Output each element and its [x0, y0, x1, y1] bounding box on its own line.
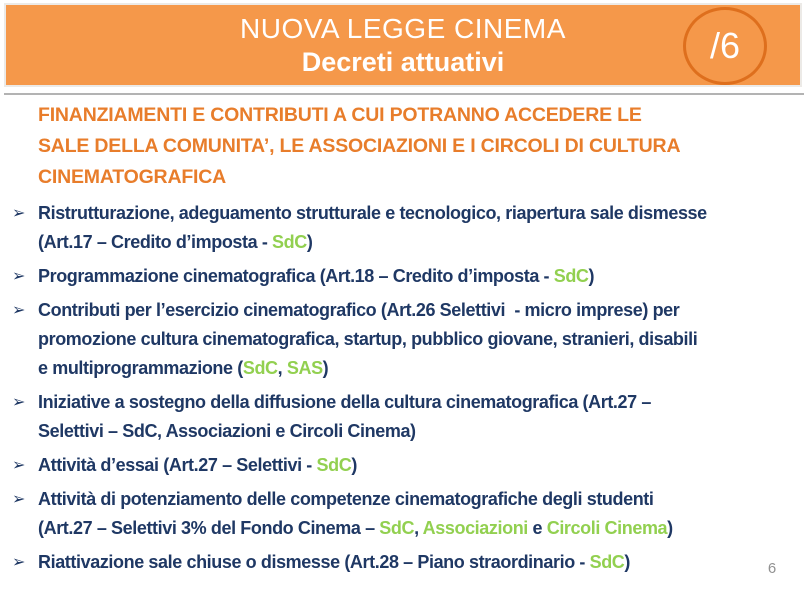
list-item: [12, 451, 804, 480]
bullet-list: [12, 199, 804, 582]
highlight-term: Associazioni: [422, 518, 528, 538]
list-item: [12, 548, 804, 577]
highlight-term: SdC: [553, 266, 589, 286]
bullet-arrow-icon: ➢: [12, 205, 26, 222]
highlight-term: SdC: [379, 518, 415, 538]
bullet-arrow-icon: ➢: [12, 491, 26, 508]
list-item: [12, 485, 804, 543]
list-item: [12, 262, 804, 291]
bullet-text: Programmazione cinematografica (Art.18 – Credito d’imposta - SdC): [38, 266, 595, 286]
slide-heading: [38, 100, 798, 193]
highlight-term: SdC: [272, 232, 307, 252]
bullet-arrow-icon: ➢: [12, 457, 26, 474]
slide-number-badge-label: /6: [709, 25, 741, 66]
list-item: [12, 296, 804, 383]
list-item: [12, 388, 804, 446]
bullet-text: Contributi per l’esercizio cinematografico (Art.26 Selettivi - micro imprese) per promozione cultura cinematografica, startup, pubblico giovane, stranieri, disabili e multiprogrammazione (SdC, SAS): [38, 300, 698, 378]
header-subtitle: Decreti attuativi: [301, 47, 505, 77]
highlight-term: SdC: [242, 358, 278, 378]
header-shadow-line: [4, 93, 804, 95]
bullet-text: Attività d’essai (Art.27 – Selettivi - SdC): [38, 455, 357, 475]
bullet-arrow-icon: ➢: [12, 554, 26, 571]
bullet-text: Ristrutturazione, adeguamento strutturale e tecnologico, riapertura sale dismesse (Art.17 – Credito d’imposta - SdC): [38, 203, 707, 252]
bullet-arrow-icon: ➢: [12, 268, 26, 285]
heading-line: SALE DELLA COMUNITA’, LE ASSOCIAZIONI E I CIRCOLI DI CULTURA: [38, 135, 681, 157]
header-title: NUOVA LEGGE CINEMA: [240, 13, 566, 44]
bullet-text: Iniziative a sostegno della diffusione della cultura cinematografica (Art.27 – Selettivi – SdC, Associazioni e Circoli Cinema): [38, 392, 651, 441]
highlight-term: SdC: [589, 552, 625, 572]
bullet-arrow-icon: ➢: [12, 394, 26, 411]
bullet-arrow-icon: ➢: [12, 302, 26, 319]
heading-line: CINEMATOGRAFICA: [38, 166, 227, 188]
list-item: [12, 199, 804, 257]
heading-line: FINANZIAMENTI E CONTRIBUTI A CUI POTRANNO ACCEDERE LE: [38, 104, 642, 126]
slide-number-badge: [683, 7, 767, 85]
bullet-text: Riattivazione sale chiuse o dismesse (Art.28 – Piano straordinario - SdC): [38, 552, 631, 572]
page-number: 6: [767, 560, 777, 577]
highlight-term: Circoli Cinema: [546, 518, 668, 538]
highlight-term: SAS: [286, 358, 323, 378]
highlight-term: SdC: [316, 455, 352, 475]
bullet-text: Attività di potenziamento delle competenze cinematografiche degli studenti (Art.27 – Selettivi 3% del Fondo Cinema – SdC, Associazioni e Circoli Cinema): [38, 489, 673, 538]
